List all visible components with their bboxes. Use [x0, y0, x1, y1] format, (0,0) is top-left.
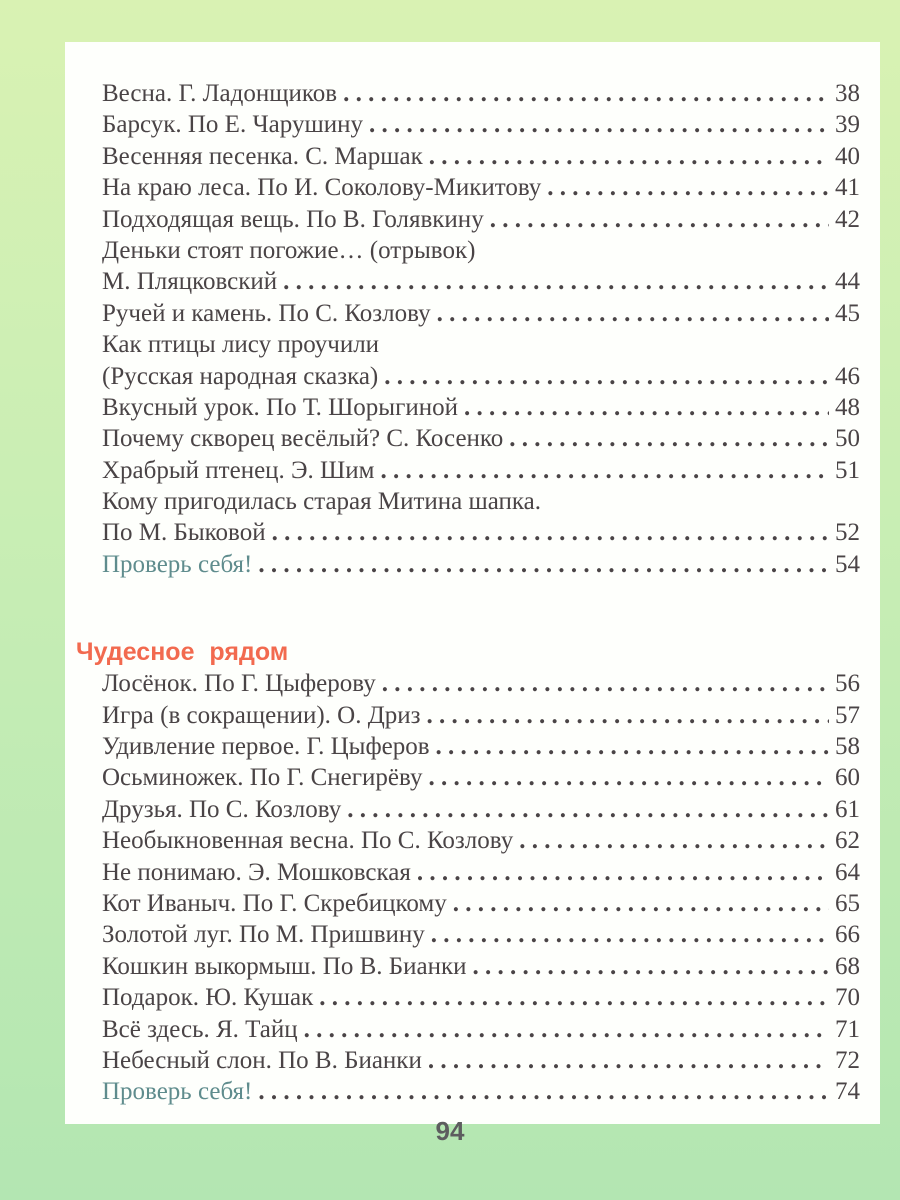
- toc-entry: [102, 486, 860, 517]
- toc-entry: [102, 392, 860, 423]
- toc-entry: [102, 423, 860, 454]
- entry-page: 58: [835, 733, 860, 761]
- dot-leader: [343, 78, 829, 109]
- entry-title: Проверь себя!: [102, 550, 253, 578]
- toc-entry: [102, 266, 860, 297]
- toc-entry: [102, 517, 860, 548]
- dot-leader: [347, 794, 829, 825]
- dot-leader: [547, 172, 829, 203]
- entry-title: Вкусный урок. По Т. Шорыгиной: [102, 393, 458, 421]
- entry-page: 54: [835, 550, 860, 578]
- entry-title: Подходящая вещь. По В. Голявкину: [102, 205, 484, 233]
- toc-entry: [102, 762, 860, 793]
- entry-title: Игра (в сокращении). О. Дриз: [102, 701, 421, 729]
- entry-title: Проверь себя!: [102, 1078, 253, 1106]
- entry-page: 72: [835, 1046, 860, 1074]
- dot-leader: [519, 825, 829, 856]
- entry-title: Небесный слон. По В. Бианки: [102, 1046, 422, 1074]
- entry-page: 50: [835, 425, 860, 453]
- entry-page: 57: [835, 701, 860, 729]
- dot-leader: [384, 361, 829, 392]
- toc-entry: [102, 1014, 860, 1045]
- entry-title: По М. Быковой: [102, 519, 266, 547]
- toc-entry: [102, 109, 860, 140]
- dot-leader: [437, 298, 829, 329]
- dot-leader: [428, 1045, 829, 1076]
- table-of-contents: [76, 78, 860, 1108]
- dot-leader: [417, 857, 829, 888]
- toc-entry: [102, 888, 860, 919]
- toc-entry: [102, 141, 860, 172]
- toc-entry: [102, 951, 860, 982]
- entry-page: 52: [835, 519, 860, 547]
- entry-title: Золотой луг. По М. Пришвину: [102, 921, 425, 949]
- entry-page: 62: [835, 827, 860, 855]
- dot-leader: [427, 700, 829, 731]
- section-heading: Чудесное рядом: [76, 638, 289, 667]
- entry-title: (Русская народная сказка): [102, 362, 379, 390]
- section-1: [102, 78, 860, 580]
- entry-title: Кошкин выкормыш. По В. Бианки: [102, 952, 467, 980]
- toc-entry: [102, 1045, 860, 1076]
- entry-title: Весенняя песенка. С. Маршак: [102, 142, 423, 170]
- entry-page: 45: [835, 299, 860, 327]
- entry-title: М. Пляцковский: [102, 268, 278, 296]
- dot-leader: [429, 141, 829, 172]
- dot-leader: [509, 423, 829, 454]
- entry-page: 61: [835, 795, 860, 823]
- toc-entry: [102, 857, 860, 888]
- entry-page: 66: [835, 921, 860, 949]
- entry-page: 70: [835, 984, 860, 1012]
- entry-page: 44: [835, 268, 860, 296]
- dot-leader: [319, 982, 829, 1013]
- dot-leader: [473, 951, 829, 982]
- entry-page: 71: [835, 1015, 860, 1043]
- toc-entry: [102, 235, 860, 266]
- entry-title: Кому пригодилась старая Митина шапка.: [102, 488, 542, 516]
- check-yourself-entry: [102, 1076, 860, 1107]
- dot-leader: [369, 109, 829, 140]
- dot-leader: [283, 266, 829, 297]
- entry-title: Всё здесь. Я. Тайц: [102, 1015, 298, 1043]
- entry-title: Кот Иваныч. По Г. Скребицкому: [102, 889, 447, 917]
- entry-page: 65: [835, 889, 860, 917]
- entry-title: Барсук. По Е. Чарушину: [102, 111, 363, 139]
- toc-entry: [102, 298, 860, 329]
- entry-page: 64: [835, 858, 860, 886]
- entry-title: Ручей и камень. По С. Козлову: [102, 299, 431, 327]
- dot-leader: [382, 668, 829, 699]
- toc-entry: [102, 455, 860, 486]
- entry-title: Храбрый птенец. Э. Шим: [102, 456, 375, 484]
- entry-title: Подарок. Ю. Кушак: [102, 984, 314, 1012]
- entry-page: 41: [835, 174, 860, 202]
- entry-title: Почему скворец весёлый? С. Косенко: [102, 425, 504, 453]
- entry-page: 46: [835, 362, 860, 390]
- dot-leader: [464, 392, 829, 423]
- dot-leader: [272, 517, 829, 548]
- entry-page: 51: [835, 456, 860, 484]
- dot-leader: [258, 1076, 829, 1107]
- dot-leader: [490, 204, 829, 235]
- entry-page: 74: [835, 1078, 860, 1106]
- entry-title: Весна. Г. Ладонщиков: [102, 80, 338, 107]
- entry-title: Лосёнок. По Г. Цыферову: [102, 670, 376, 698]
- entry-title: Друзья. По С. Козлову: [102, 795, 342, 823]
- toc-entry: [102, 794, 860, 825]
- entry-page: 39: [835, 111, 860, 139]
- dot-leader: [380, 455, 829, 486]
- dot-leader: [304, 1014, 829, 1045]
- dot-leader: [258, 549, 829, 580]
- toc-entry: [102, 204, 860, 235]
- dot-leader: [436, 731, 829, 762]
- section-2: [102, 668, 860, 1107]
- entry-page: 60: [835, 764, 860, 792]
- toc-entry: [102, 78, 860, 109]
- toc-entry: [102, 329, 860, 360]
- toc-entry: [102, 731, 860, 762]
- dot-leader: [428, 762, 829, 793]
- entry-page: 56: [835, 670, 860, 698]
- entry-title: Удивление первое. Г. Цыферов: [102, 733, 430, 761]
- toc-entry: [102, 361, 860, 392]
- entry-page: 42: [835, 205, 860, 233]
- entry-page: 68: [835, 952, 860, 980]
- entry-title: Осьминожек. По Г. Снегирёву: [102, 764, 423, 792]
- entry-title: Деньки стоят погожие… (отрывок): [102, 236, 476, 264]
- entry-title: Не понимаю. Э. Мошковская: [102, 858, 411, 886]
- entry-page: 38: [835, 80, 860, 107]
- toc-entry: [102, 668, 860, 699]
- toc-entry: [102, 172, 860, 203]
- entry-title: На краю леса. По И. Соколову-Микитову: [102, 174, 542, 202]
- page-number: 94: [435, 1116, 465, 1146]
- toc-entry: [102, 700, 860, 731]
- dot-leader: [453, 888, 829, 919]
- toc-entry: [102, 982, 860, 1013]
- dot-leader: [431, 919, 829, 950]
- entry-title: Необыкновенная весна. По С. Козлову: [102, 827, 514, 855]
- toc-entry: [102, 825, 860, 856]
- entry-page: 48: [835, 393, 860, 421]
- check-yourself-entry: [102, 549, 860, 580]
- entry-page: 40: [835, 142, 860, 170]
- entry-title: Как птицы лису проучили: [102, 331, 380, 359]
- toc-entry: [102, 919, 860, 950]
